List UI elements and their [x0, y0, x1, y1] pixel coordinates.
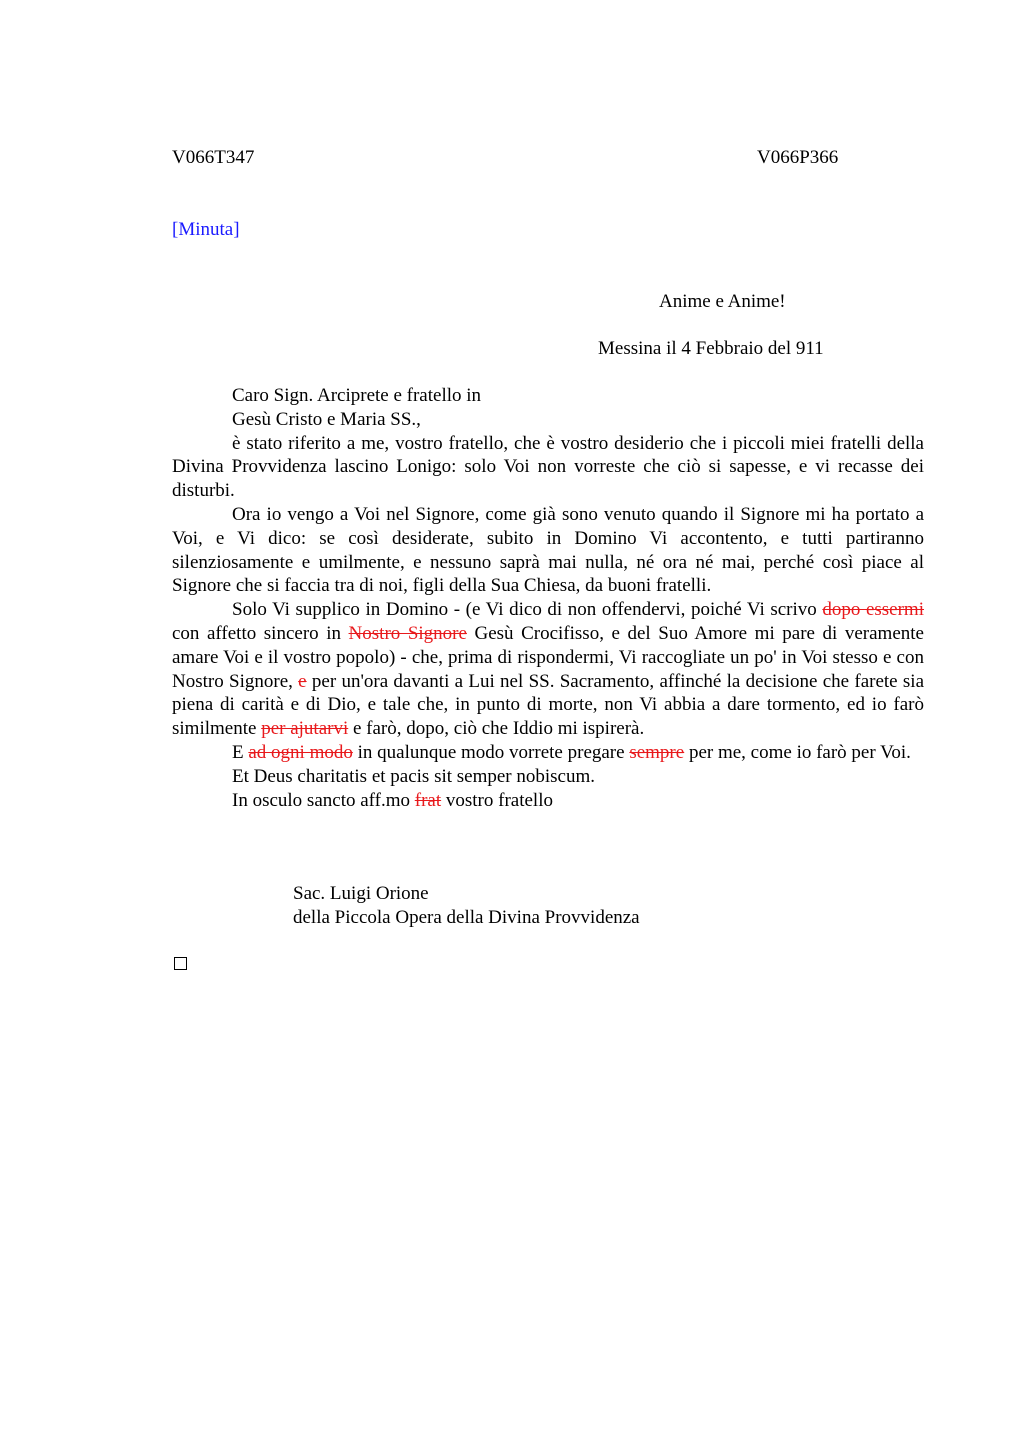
dateline: Messina il 4 Febbraio del 911: [598, 338, 824, 359]
document-reference-left: V066T347: [172, 147, 255, 168]
deleted-text-e: e: [298, 670, 307, 692]
paragraph-4: [172, 741, 924, 765]
paragraph-3-text-2: con affetto sincero in: [172, 622, 349, 644]
paragraph-3-text-5: e farò, dopo, ciò che Iddio mi ispirerà.: [348, 718, 645, 740]
paragraph-5: Et Deus charitatis et pacis sit semper nobiscum.: [232, 765, 596, 787]
paragraph-3-text-4: per un'ora davanti a Lui nel SS. Sacramento, affinché la decisione che farete sia piena di carità e di Dio, e tale che, in punto di morte, non Vi abbia a dare tormento, ed io farò similmente: [172, 670, 924, 740]
deleted-text-ad-ogni-modo: ad ogni modo: [248, 741, 353, 763]
deleted-text-per-ajutarvi: per ajutarvi: [261, 718, 349, 740]
paragraph-6-text-1: In osculo sancto aff.mo: [232, 789, 415, 811]
paragraph-3: [172, 598, 924, 741]
paragraph-6-text-2: vostro fratello: [441, 789, 553, 811]
salutation-line-2: Gesù Cristo e Maria SS.,: [232, 408, 421, 430]
paragraph-4-text-2: in qualunque modo vorrete pregare: [352, 741, 630, 763]
salutation-line-1: Caro Sign. Arciprete e fratello in: [232, 385, 482, 406]
paragraph-3-text-3: Gesù Crocifisso, e del Suo Amore mi pare di veramente amare Voi e il vostro popolo) - che, prima di rispondermi, Vi raccogliate un po' in Voi stesso e con Nostro Signore,: [172, 622, 924, 692]
deleted-text-frat: frat: [414, 789, 442, 811]
paragraph-2: Ora io vengo a Voi nel Signore, come già sono venuto quando il Signore mi ha portato a Voi, e Vi dico: se così desiderate, subito in Domino Vi accontento, e tutti partiranno silenziosamente e umilmente, e nessuno saprà mai nulla, né ora né mai, perché così piace al Signore che si faccia tra di noi, figli della Sua Chiesa, da buoni fratelli.: [172, 503, 924, 597]
motto: Anime e Anime!: [659, 291, 786, 312]
paragraph-1: è stato riferito a me, vostro fratello, che è vostro desiderio che i piccoli miei fratelli della Divina Provvidenza lascino Lonigo: solo Voi non vorreste che ciò si sapesse, e vi recasse dei disturbi.: [172, 432, 924, 502]
deleted-text-sempre: sempre: [629, 741, 685, 763]
minuta-label: [Minuta]: [172, 219, 240, 240]
deleted-text-nostro-signore: Nostro Signore: [348, 622, 467, 644]
signature-name: Sac. Luigi Orione: [293, 883, 429, 904]
signature-block: [293, 882, 640, 930]
letter-body: [172, 384, 924, 812]
paragraph-4-text-1: E: [232, 741, 249, 763]
paragraph-4-text-3: per me, come io farò per Voi.: [684, 741, 911, 763]
deleted-text-dopo-essermi: dopo essermi: [822, 599, 924, 621]
paragraph-6: [172, 789, 924, 813]
document-reference-right: V066P366: [757, 147, 839, 168]
paragraph-3-text-1: Solo Vi supplico in Domino - (e Vi dico di non offendervi, poiché Vi scrivo: [232, 599, 823, 621]
signature-organization: della Piccola Opera della Divina Provvidenza: [293, 907, 640, 928]
end-square-icon: [174, 957, 187, 970]
